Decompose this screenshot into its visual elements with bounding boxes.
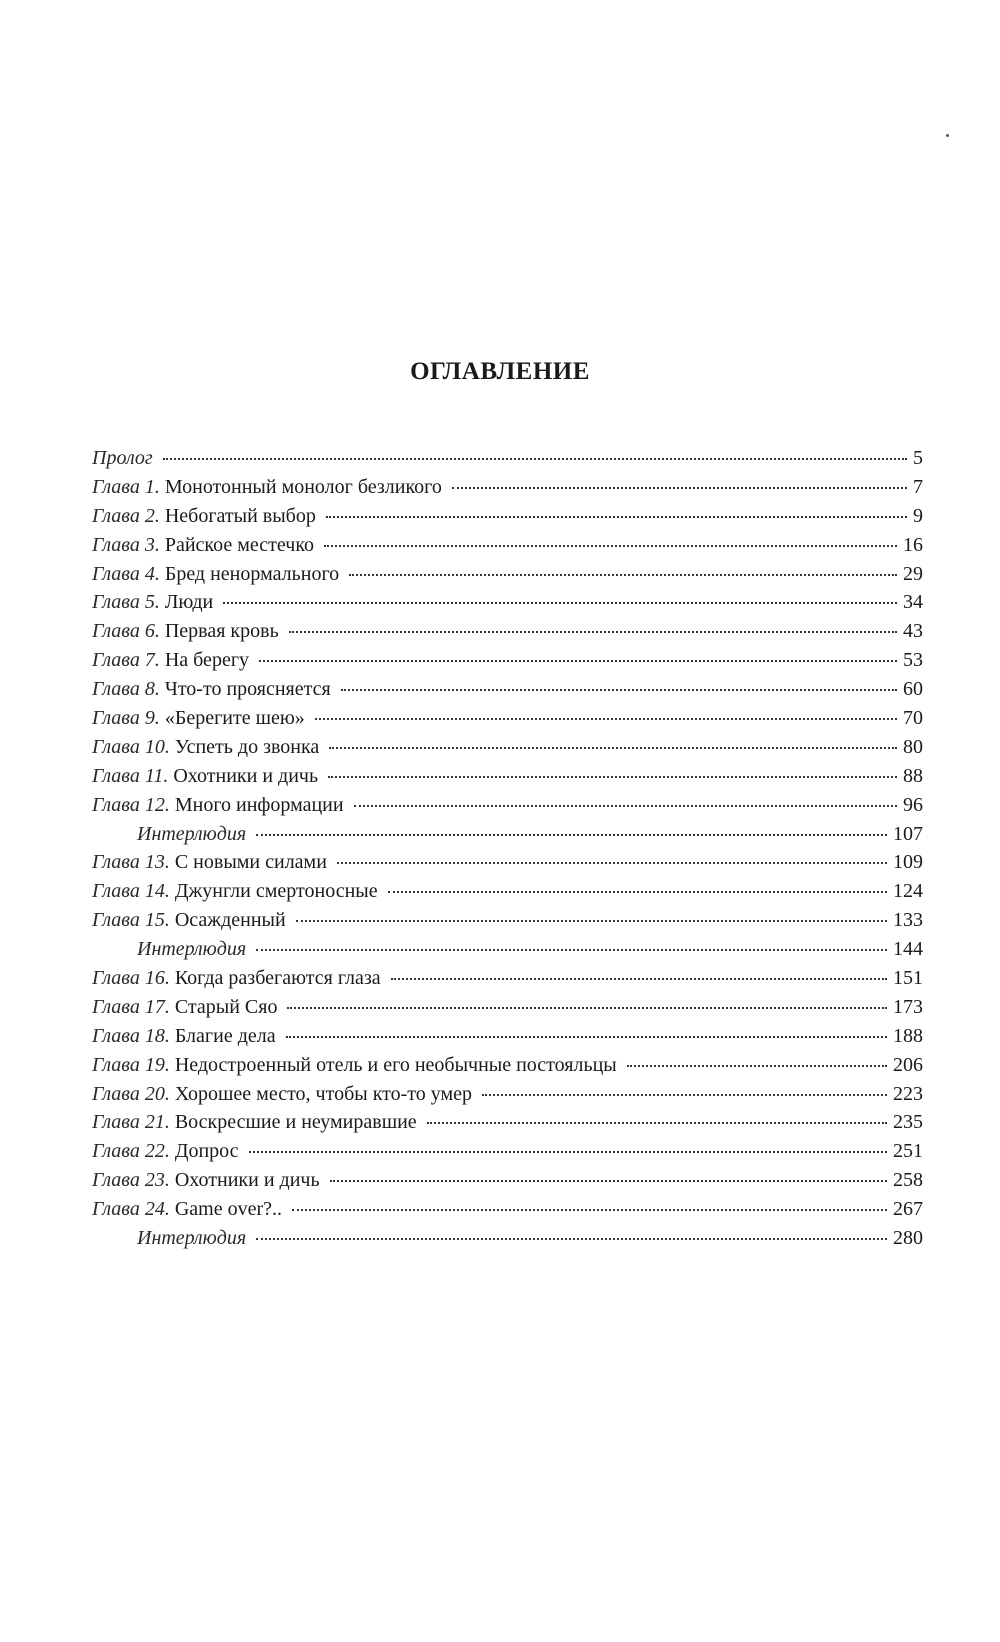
entry-page-number: 16 [903,533,923,556]
toc-entry [92,473,923,502]
entry-page-number: 173 [893,995,923,1018]
toc-entry [92,1108,923,1137]
entry-page-number: 80 [903,735,923,758]
entry-title: Хорошее место, чтобы кто-то умер [174,1082,473,1105]
toc-entry [92,1166,923,1195]
entry-title: Охотники и дичь [173,764,319,787]
dot-leader [292,1209,887,1211]
entry-title: Охотники и дичь [174,1169,320,1192]
dot-leader [329,747,897,749]
toc-entry [92,675,923,704]
dot-leader [337,862,887,864]
toc-entry [92,993,923,1022]
entry-page-number: 133 [893,909,923,932]
entry-page-number: 235 [893,1111,923,1134]
dot-leader [249,1151,887,1153]
dot-leader [330,1180,887,1182]
dot-leader [315,718,897,720]
toc-entry [92,1022,923,1051]
dot-leader [324,545,897,547]
entry-page-number: 7 [913,475,923,498]
toc-entry [92,502,923,531]
dot-leader [256,834,887,836]
entry-label: Глава 19. [92,1053,170,1076]
toc-entry [92,617,923,646]
dot-leader [286,1036,887,1038]
toc-entry [92,531,923,560]
entry-title: Благие дела [174,1024,276,1047]
toc-entry [92,1224,923,1253]
entry-page-number: 188 [893,1024,923,1047]
toc-entry [92,877,923,906]
entry-label: Глава 23. [92,1169,170,1192]
entry-page-number: 124 [893,880,923,903]
dot-leader [326,516,907,518]
entry-title: Старый Сяо [174,995,278,1018]
entry-label: Глава 21. [92,1111,170,1134]
toc-entry [92,791,923,820]
entry-title: Люди [164,591,214,614]
entry-label: Глава 15. [92,909,170,932]
entry-title: Бред ненормального [164,562,340,585]
scan-speck [946,134,949,137]
entry-label: Глава 11. [92,764,169,787]
toc-entry [92,848,923,877]
entry-page-number: 223 [893,1082,923,1105]
dot-leader [256,949,887,951]
entry-label: Глава 24. [92,1198,170,1221]
entry-page-number: 88 [903,764,923,787]
entry-page-number: 280 [893,1227,923,1250]
entry-page-number: 43 [903,620,923,643]
entry-label: Глава 20. [92,1082,170,1105]
page-title: ОГЛАВЛЕНИЕ [410,358,590,385]
entry-page-number: 29 [903,562,923,585]
entry-label: Глава 2. [92,504,160,527]
toc-entry [92,1051,923,1080]
entry-label: Глава 14. [92,880,170,903]
entry-title: На берегу [164,649,250,672]
dot-leader [223,602,897,604]
toc-entry [92,762,923,791]
entry-label: Интерлюдия [137,822,247,845]
toc-entry [92,588,923,617]
entry-page-number: 267 [893,1198,923,1221]
entry-title: Успеть до звонка [174,735,320,758]
entry-label: Интерлюдия [137,1227,247,1250]
entry-page-number: 96 [903,793,923,816]
entry-page-number: 144 [893,938,923,961]
entry-title: Небогатый выбор [164,504,316,527]
entry-page-number: 9 [913,504,923,527]
entry-title: Game over?.. [174,1198,282,1221]
toc-entry [92,444,923,473]
toc-entry [92,1080,923,1109]
toc-entry [92,733,923,762]
entry-label: Глава 17. [92,995,170,1018]
dot-leader [452,487,907,489]
entry-label: Глава 9. [92,707,160,730]
entry-page-number: 70 [903,707,923,730]
toc-entry [92,1137,923,1166]
entry-label: Глава 12. [92,793,170,816]
entry-page-number: 53 [903,649,923,672]
toc-entry [92,1195,923,1224]
entry-label: Глава 22. [92,1140,170,1163]
dot-leader [391,978,887,980]
toc-entry [92,935,923,964]
dot-leader [328,776,897,778]
entry-label: Глава 8. [92,678,160,701]
entry-title: Что-то проясняется [164,678,331,701]
dot-leader [627,1065,887,1067]
entry-page-number: 151 [893,967,923,990]
entry-title: Первая кровь [164,620,279,643]
toc-entry [92,820,923,849]
entry-label: Глава 5. [92,591,160,614]
toc-entry [92,560,923,589]
entry-title: Много информации [174,793,344,816]
entry-label: Глава 6. [92,620,160,643]
entry-page-number: 251 [893,1140,923,1163]
dot-leader [349,574,897,576]
entry-label: Глава 18. [92,1024,170,1047]
entry-label: Глава 13. [92,851,170,874]
dot-leader [289,631,897,633]
entry-title: Райское местечко [164,533,315,556]
entry-title: Когда разбегаются глаза [174,967,381,990]
dot-leader [482,1094,887,1096]
dot-leader [427,1122,887,1124]
entry-title: Монотонный монолог безликого [164,475,442,498]
dot-leader [259,660,897,662]
entry-page-number: 109 [893,851,923,874]
entry-title: Допрос [174,1140,239,1163]
entry-label: Глава 3. [92,533,160,556]
entry-label: Глава 1. [92,475,160,498]
entry-title: Джунгли смертоносные [174,880,378,903]
entry-page-number: 206 [893,1053,923,1076]
dot-leader [341,689,897,691]
toc-entry [92,906,923,935]
entry-title: Недостроенный отель и его необычные постояльцы [174,1053,617,1076]
entry-title: Осажденный [174,909,286,932]
entry-label: Интерлюдия [137,938,247,961]
dot-leader [354,805,897,807]
entry-title: С новыми силами [174,851,327,874]
toc-entry [92,704,923,733]
entry-label: Глава 4. [92,562,160,585]
entry-page-number: 60 [903,678,923,701]
table-of-contents [92,444,923,1253]
toc-entry [92,964,923,993]
entry-label: Глава 16. [92,967,170,990]
toc-entry [92,646,923,675]
entry-page-number: 107 [893,822,923,845]
entry-label: Глава 10. [92,735,170,758]
entry-page-number: 5 [913,447,923,469]
entry-title: Воскресшие и неумиравшие [174,1111,417,1134]
dot-leader [296,920,887,922]
entry-label: Глава 7. [92,649,160,672]
dot-leader [287,1007,887,1009]
entry-label: Пролог [92,447,153,469]
entry-page-number: 34 [903,591,923,614]
entry-title: «Берегите шею» [164,707,305,730]
dot-leader [388,891,887,893]
dot-leader [256,1238,887,1240]
entry-page-number: 258 [893,1169,923,1192]
dot-leader [163,458,907,460]
